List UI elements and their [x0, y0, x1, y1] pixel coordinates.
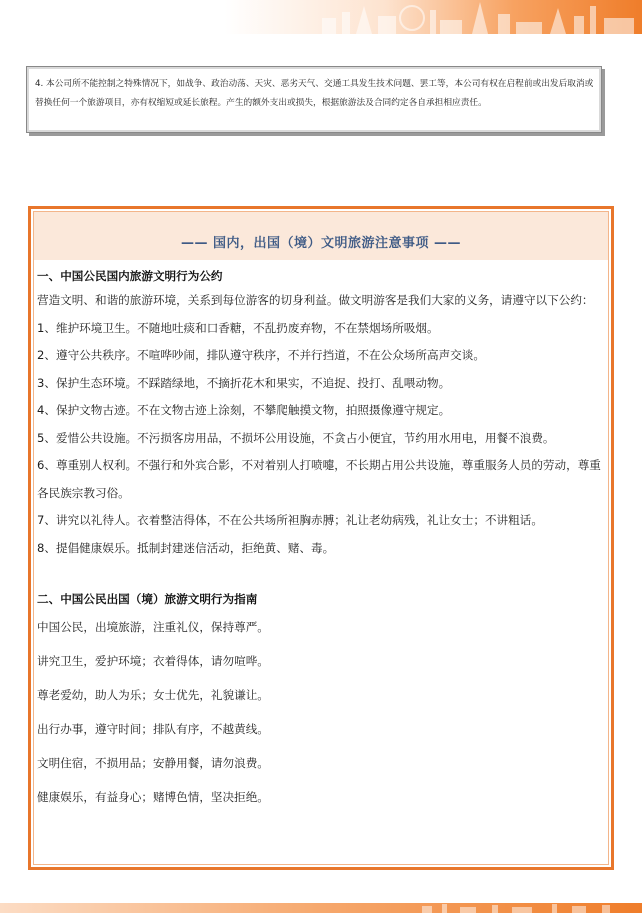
abroad-line: 健康娱乐，有益身心；赌博色情，坚决拒绝。	[37, 790, 269, 804]
abroad-heading: 二、中国公民出国（境）旅游文明行为指南	[37, 592, 258, 606]
domestic-heading: 一、中国公民国内旅游文明行为公约	[37, 269, 223, 283]
domestic-item: 8、提倡健康娱乐。抵制封建迷信活动，拒绝黄、赌、毒。	[37, 540, 335, 555]
domestic-item: 4、保护文物古迹。不在文物古迹上涂刻，不攀爬触摸文物，拍照摄像遵守规定。	[37, 403, 451, 417]
title-dash-left: ——	[180, 236, 208, 251]
domestic-item: 1、维护环境卫生。不随地吐痰和口香糖，不乱扔废弃物，不在禁烟场所吸烟。	[37, 320, 439, 335]
domestic-item: 3、保护生态环境。不踩踏绿地，不摘折花木和果实，不追捉、投打、乱喂动物。	[37, 375, 451, 390]
top-banner	[0, 0, 642, 34]
abroad-line: 讲究卫生，爱护环境；衣着得体，请勿喧哗。	[37, 654, 269, 668]
notice-text: 4. 本公司所不能控制之特殊情况下，如战争、政治动荡、天灾、恶劣天气、交通工具发生技术问题、罢工等，本公司有权在启程前或出发后取消或替换任何一个旅游项目，亦有权缩短或延长旅程。产生的额外支出或损失，根据旅游法及合同约定各自承担相应责任。	[35, 79, 594, 108]
domestic-intro: 营造文明、和谐的旅游环境，关系到每位游客的切身利益。做文明游客是我们大家的义务，请遵守以下公约：	[37, 293, 594, 307]
section-title: 国内，出国（境）文明旅游注意事项	[212, 236, 429, 251]
section-content	[37, 265, 605, 814]
abroad-line: 尊老爱幼，助人为乐；女士优先，礼貌谦让。	[37, 688, 269, 702]
section-header	[34, 212, 608, 260]
section-spacer	[37, 562, 605, 588]
domestic-item: 7、讲究以礼待人。衣着整洁得体，不在公共场所袒胸赤膊；礼让老幼病残，礼让女士；不讲粗话。	[37, 513, 543, 527]
title-dash-right: ——	[434, 236, 462, 251]
city-skyline-decoration	[312, 0, 642, 34]
abroad-line: 中国公民，出境旅游，注重礼仪，保持尊严。	[37, 620, 269, 634]
section-title-row	[34, 232, 608, 251]
notice-box	[26, 66, 602, 133]
bottom-banner	[0, 903, 642, 913]
bottom-skyline-decoration	[412, 903, 642, 913]
civilized-travel-section	[28, 206, 614, 870]
abroad-line: 文明住宿，不损用品；安静用餐，请勿浪费。	[37, 756, 269, 770]
domestic-item: 5、爱惜公共设施。不污损客房用品，不损坏公用设施，不贪占小便宜，节约用水用电，用餐不浪费。	[37, 430, 555, 445]
abroad-line: 出行办事，遵守时间；排队有序，不越黄线。	[37, 722, 269, 736]
domestic-item: 2、遵守公共秩序。不喧哗吵闹，排队遵守秩序，不并行挡道，不在公众场所高声交谈。	[37, 348, 485, 362]
domestic-item: 6、尊重别人权利。不强行和外宾合影，不对着别人打喷嚏，不长期占用公共设施，尊重服务人员的劳动，尊重各民族宗教习俗。	[37, 458, 601, 500]
